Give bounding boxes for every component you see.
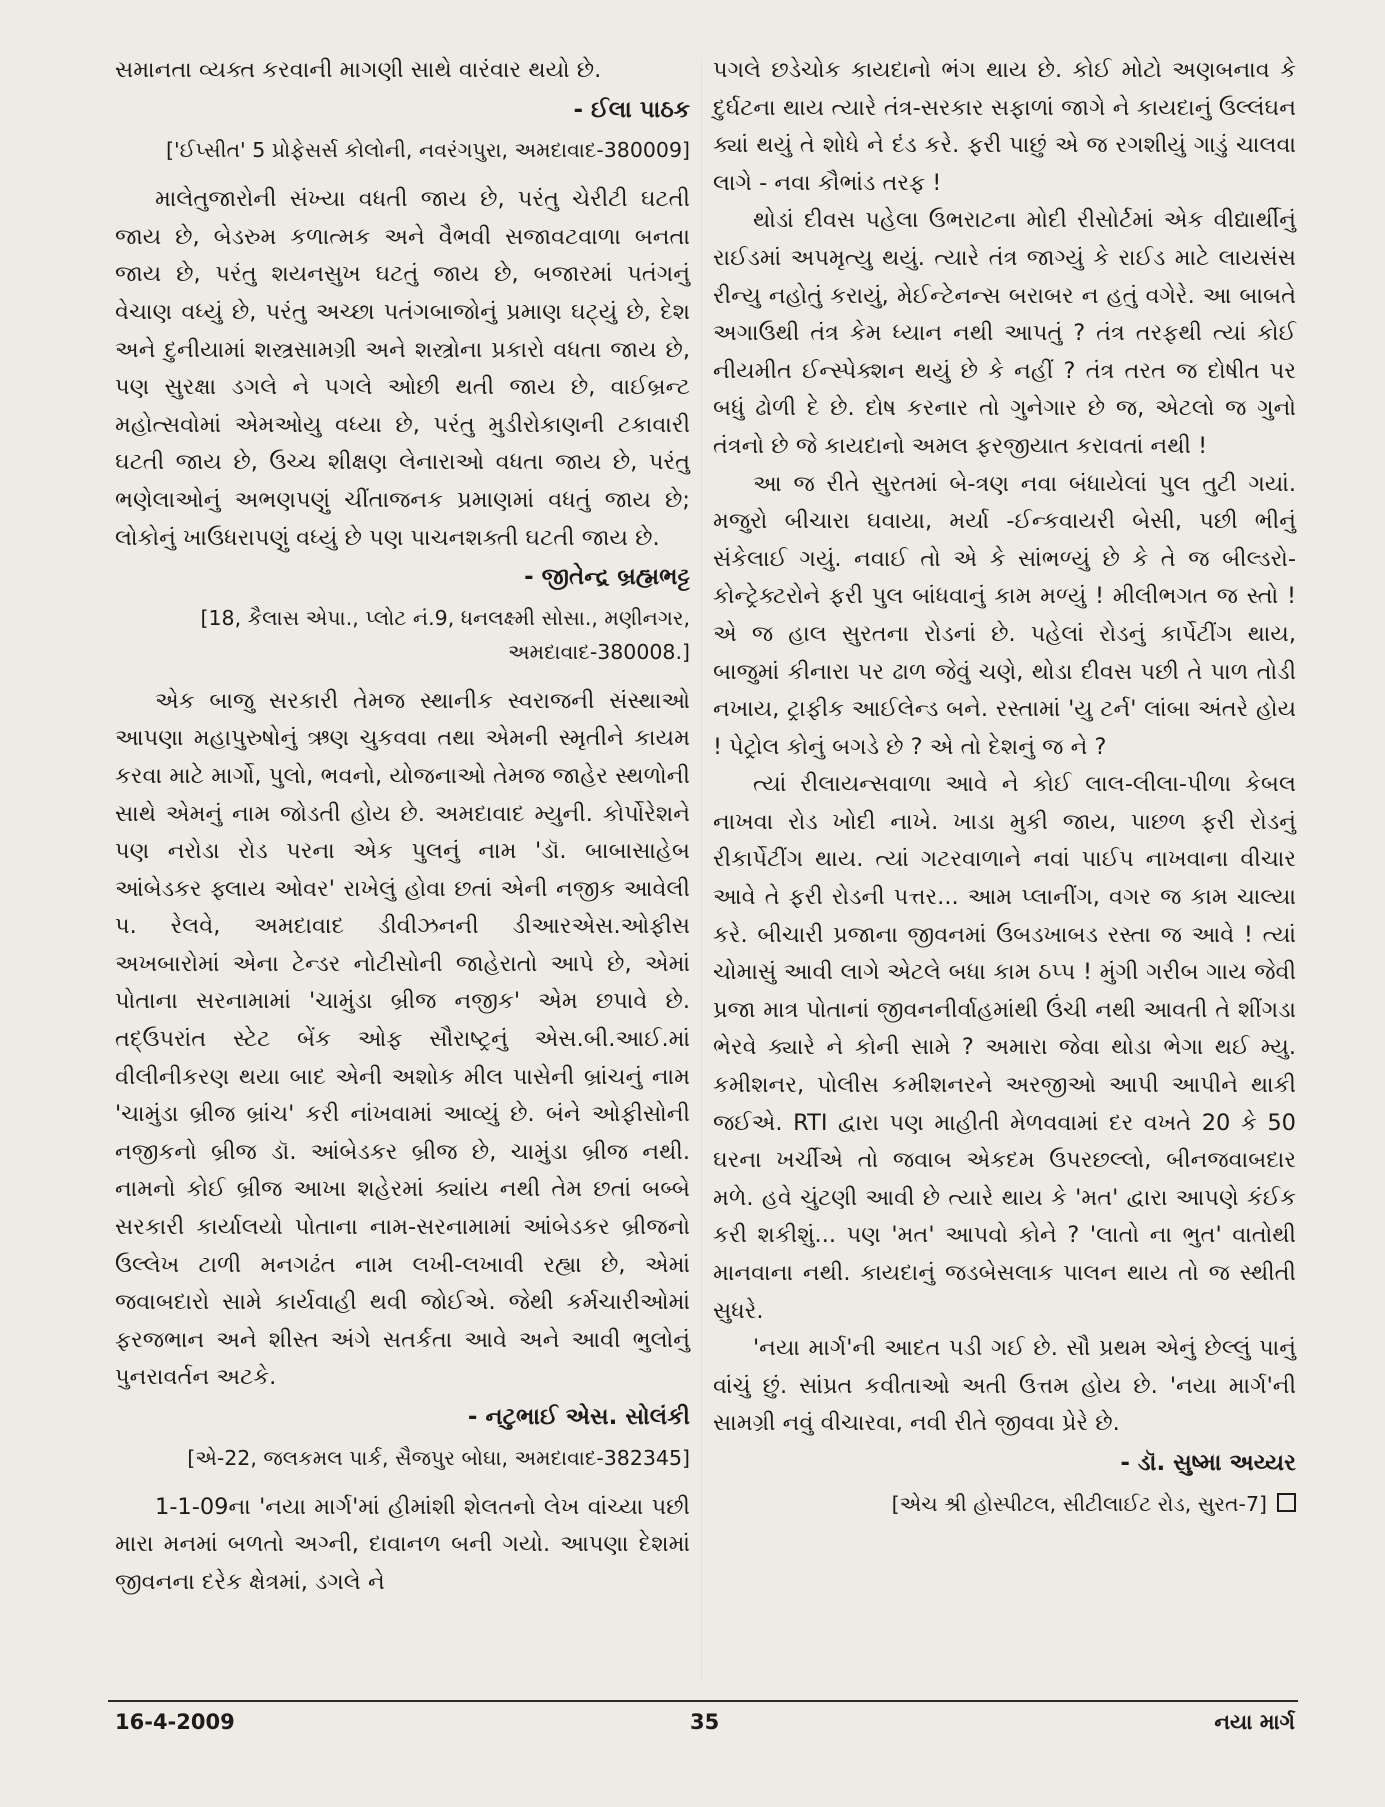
letter-4-para-2: થોડાં દીવસ પહેલા ઉભરાટના મોદી રીસોર્ટમાં એક વીદ્યાર્થીનું રાઈડમાં અપમૃત્યુ થયું. ત્યારે તંત્ર જાગ્યું કે રાઈડ માટે લાયસંસ રીન્યુ નહોતું કરાયું, મેઈન્ટેનન્સ બરાબર ન હતું વગેરે. આ બાબતે અગાઉથી તંત્ર કેમ ધ્યાન નથી આપતું ? તંત્ર તરફથી ત્યાં કોઈ નીયમીત ઈન્સ્પેક્શન થયું છે કે નહીં ? તંત્ર તરત જ દોષીત પર બધું ઢોળી દે છે. દોષ કરનાર તો ગુનેગાર છે જ, એટલો જ ગુનો તંત્રનો છે જે કાયદાનો અમલ ફરજીયાત કરાવતાં નથી ! xyxy=(713,207,1296,459)
end-mark-box-icon xyxy=(1277,1493,1296,1512)
letter-3-address: [એ-22, જલકમલ પાર્ક, સૈજપુર બોઘા, અમદાવાદ-382345] xyxy=(187,1445,690,1470)
letter-4-signature: - ડૉ. સુષ્મા અય્યર xyxy=(1120,1449,1296,1476)
letter-4-start: 1-1-09ના 'નયા માર્ગ'માં હીમાંશી શેલતનો લેખ વાંચ્યા પછી મારા મનમાં બળતો અગ્ની, દાવાનળ બની ગયો. આપણા દેશમાં જીવનના દરેક ક્ષેત્રમાં, ડગલે ને xyxy=(115,1493,690,1595)
footer-magazine-name: નયા માર્ગ xyxy=(1214,1710,1295,1734)
letter-3-body: એક બાજુ સરકારી તેમજ સ્થાનીક સ્વરાજની સંસ્થાઓ આપણા મહાપુરુષોનું ઋણ ચુકવવા તથા એમની સ્મૃતીને કાયમ કરવા માટે માર્ગો, પુલો, ભવનો, યોજનાઓ તેમજ જાહેર સ્થળોની સાથે એમનું નામ જોડતી હોય છે. અમદાવાદ મ્યુની. કોર્પોરેશને પણ નરોડા રોડ પરના એક પુલનું નામ 'ડૉ. બાબાસાહેબ આંબેડકર ફ્લાય ઓવર' રાખેલું હોવા છતાં એની નજીક આવેલી પ. રેલવે, અમદાવાદ ડીવીઝનની ડીઆરએસ.ઓફીસ અખબારોમાં એના ટેન્ડર નોટીસોની જાહેરાતો આપે છે, એમાં પોતાના સરનામામાં 'ચામુંડા બ્રીજ નજીક' એમ છપાવે છે. તદ્ઉપરાંત સ્ટેટ બેંક ઓફ સૌરાષ્ટ્રનું એસ.બી.આઈ.માં વીલીનીકરણ થયા બાદ એની અશોક મીલ પાસેની બ્રાંચનું નામ 'ચામુંડા બ્રીજ બ્રાંચ' કરી નાંખવામાં આવ્યું છે. બંને ઓફીસોની નજીકનો બ્રીજ ડૉ. આંબેડકર બ્રીજ છે, ચામુંડા બ્રીજ નથી. નામનો કોઈ બ્રીજ આખા શહેરમાં ક્યાંય નથી તેમ છતાં બબ્બે સરકારી કાર્યાલયો પોતાના નામ-સરનામામાં આંબેડકર બ્રીજનો ઉલ્લેખ ટાળી મનગઢંત નામ લખી-લખાવી રહ્યા છે, એમાં જવાબદારો સામે કાર્યવાહી થવી જોઈએ. જેથી કર્મચારીઓમાં ફરજભાન અને શીસ્ત અંગે સતર્કતા આવે અને આવી ભુલોનું પુનરાવર્તન અટકે. xyxy=(115,687,690,1391)
letter-2-body: માલેતુજારોની સંખ્યા વધતી જાય છે, પરંતુ ચેરીટી ઘટતી જાય છે, બેડરુમ કળાત્મક અને વૈભવી સજાવટવાળા બનતા જાય છે, પરંતુ શયનસુખ ઘટતું જાય છે, બજારમાં પતંગનું વેચાણ વધ્યું છે, પરંતુ અચ્છા પતંગબાજોનું પ્રમાણ ઘટ્યું છે, દેશ અને દુનીયામાં શસ્ત્રસામગ્રી અને શસ્ત્રોના પ્રકારો વધતા જાય છે, પણ સુરક્ષા ડગલે ને પગલે ઓછી થતી જાય છે, વાઈબ્રન્ટ મહોત્સવોમાં એમઓયુ વધ્યા છે, પરંતુ મુડીરોકાણની ટકાવારી ઘટતી જાય છે, ઉચ્ચ શીક્ષણ લેનારાઓ વધતા જાય છે, પરંતુ ભણેલાઓનું અભણપણું ચીંતાજનક પ્રમાણમાં વધતું જાય છે; લોકોનું ખાઉધરાપણું વધ્યું છે પણ પાચનશક્તી ઘટતી જાય છે. xyxy=(115,186,690,551)
letter-4-para-3: આ જ રીતે સુરતમાં બે-ત્રણ નવા બંધાયેલાં પુલ તુટી ગયાં. મજુરો બીચારા ઘવાયા, મર્યા -ઈન્કવાયરી બેસી, પછી ભીનું સંકેલાઈ ગયું. નવાઈ તો એ કે સાંભળ્યું છે કે તે જ બીલ્ડરો- કોન્ટ્રેક્ટરોને ફરી પુલ બાંધવાનું કામ મળ્યું ! મીલીભગત જ સ્તો ! એ જ હાલ સુરતના રોડનાં છે. પહેલાં રોડનું કાર્પેટીંગ થાય, બાજુમાં કીનારા પર ઢાળ જેવું ચણે, થોડા દીવસ પછી તે પાળ તોડી નખાય, ટ્રાફીક આઈલેન્ડ બને. રસ્તામાં 'યુ ટર્ન' લાંબા અંતરે હોય ! પેટ્રોલ કોનું બગડે છે ? એ તો દેશનું જ ને ? xyxy=(713,470,1296,760)
letter-4-para-5: 'નયા માર્ગ'ની આદત પડી ગઈ છે. સૌ પ્રથમ એનું છેલ્લું પાનું વાંચું છું. સાંપ્રત કવીતાઓ અતી ઉત્તમ હોય છે. 'નયા માર્ગ'ની સામગ્રી નવું વીચારવા, નવી રીતે જીવવા પ્રેરે છે. xyxy=(713,1335,1296,1437)
right-column xyxy=(713,52,1296,1535)
letter-4-address: [એચ શ્રી હોસ્પીટલ, સીટીલાઈટ રોડ, સુરત-7] xyxy=(891,1491,1267,1516)
letter-2-address xyxy=(115,601,690,669)
letter-1-signature: - ઈલા પાઠક xyxy=(573,96,690,123)
letter-3-signature: - નટુભાઈ એસ. સોલંકી xyxy=(467,1404,690,1430)
letter-2-signature: - જીતેન્દ્ર બ્રહ્મભટ્ટ xyxy=(524,564,690,591)
letter-2-address-line-2: અમદાવાદ-380008.] xyxy=(507,639,690,664)
left-column xyxy=(115,52,690,1601)
footer-page-number: 35 xyxy=(690,1710,720,1734)
letter-4-para-4: ત્યાં રીલાયન્સવાળા આવે ને કોઈ લાલ-લીલા-પીળા કેબલ નાખવા રોડ ખોદી નાખે. ખાડા મુકી જાય, પાછળ ફરી રોડનું રીકાર્પેટીંગ થાય. ત્યાં ગટરવાળાને નવાં પાઈપ નાખવાના વીચાર આવે તે ફરી રોડની પત્તર... આમ પ્લાનીંગ, વગર જ કામ ચાલ્યા કરે. બીચારી પ્રજાના જીવનમાં ઉબડખાબડ રસ્તા જ આવે ! ત્યાં ચોમાસું આવી લાગે એટલે બધા કામ ઠપ્પ ! મુંગી ગરીબ ગાય જેવી પ્રજા માત્ર પોતાનાં જીવનનીર્વાહમાંથી ઉંચી નથી આવતી તે શીંગડા ભેરવે ક્યારે ને કોની સામે ? અમારા જેવા થોડા ભેગા થઈ મ્યુ. કમીશનર, પોલીસ કમીશનરને અરજીઓ આપી આપીને થાકી જઈએ. RTI દ્વારા પણ માહીતી મેળવવામાં દર વખતે 20 કે 50 ઘરના ખર્ચીએ તો જવાબ એકદમ ઉપરછલ્લો, બીનજવાબદાર મળે. હવે ચુંટણી આવી છે ત્યારે થાય કે 'મત' દ્વારા આપણે કંઈક કરી શકીશું... પણ 'મત' આપવો કોને ? 'લાતો ના ભુત' વાતોથી માનવાના નથી. કાયદાનું જડબેસલાક પાલન થાય તો જ સ્થીતી સુધરે. xyxy=(713,771,1296,1324)
letter-4-para-1: પગલે છડેચોક કાયદાનો ભંગ થાય છે. કોઈ મોટો અણબનાવ કે દુર્ઘટના થાય ત્યારે તંત્ર-સરકાર સફાળાં જાગે ને કાયદાનું ઉલ્લંઘન ક્યાં થયું તે શોધે ને દંડ કરે. ફરી પાછું એ જ રગશીયું ગાડું ચાલવા લાગે - નવા કૌભાંડ તરફ ! xyxy=(713,57,1296,196)
letter-2-address-line-1: [18, કૈલાસ એપા., પ્લોટ નં.9, ધનલક્ષ્મી સોસા., મણીનગર, xyxy=(200,605,690,630)
letter-1-address: ['ઈપ્સીત' 5 પ્રોફેસર્સ કોલોની, નવરંગપુરા, અમદાવાદ-380009] xyxy=(165,138,690,163)
letter-1-tail: સમાનતા વ્યક્ત કરવાની માગણી સાથે વારંવાર થયો છે. xyxy=(115,57,602,83)
column-gutter xyxy=(701,60,702,1680)
footer-date: 16-4-2009 xyxy=(115,1710,235,1734)
footer-rule xyxy=(108,1700,1298,1702)
letter-4-address-wrap xyxy=(713,1487,1296,1521)
